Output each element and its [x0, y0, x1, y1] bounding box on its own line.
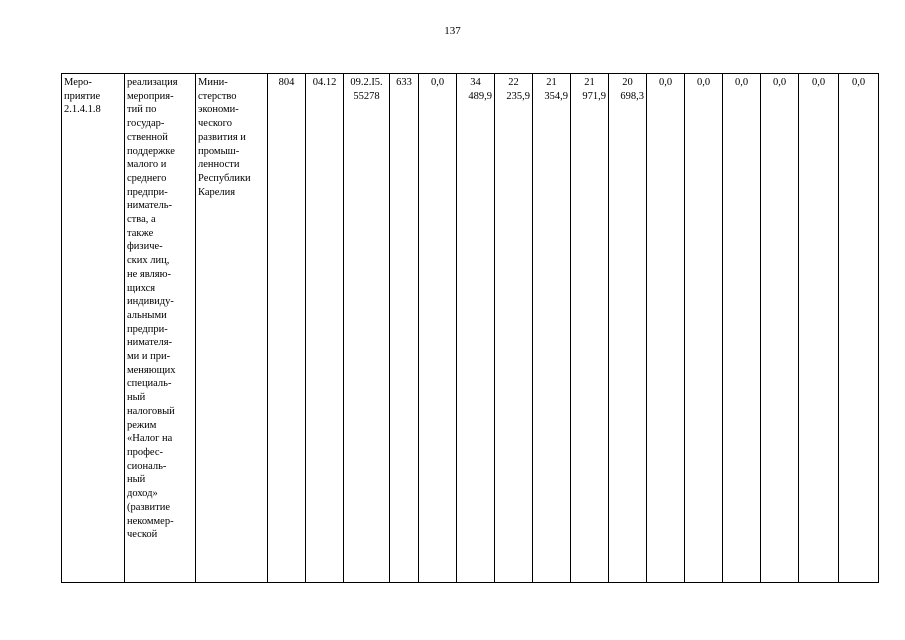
cell-line: Карелия: [198, 186, 236, 198]
cell-line: ми и при-: [127, 351, 171, 363]
cell-line: 698,3: [620, 90, 644, 102]
cell-value: [419, 74, 457, 583]
cell-line: «Налог на: [127, 433, 173, 445]
cell-value: [723, 74, 761, 583]
cell-value: [533, 74, 571, 583]
cell-line: экономи-: [198, 104, 239, 116]
cell-line: Меро-: [64, 77, 92, 88]
cell-line: 55278: [353, 90, 380, 102]
cell-line: (развитие: [127, 501, 170, 513]
cell-line: приятие: [64, 90, 101, 102]
cell-line: специаль-: [127, 378, 172, 390]
cell-line: среднего: [127, 172, 167, 184]
cell-line: тий по: [127, 104, 157, 116]
cell-line: ческой: [127, 529, 158, 541]
cell-type: [62, 74, 125, 583]
cell-line: 2.1.4.1.8: [64, 104, 101, 116]
cell-line: 22: [508, 77, 519, 88]
cell-line: реализация: [127, 77, 178, 88]
cell-value: [839, 74, 879, 583]
cell-line: 971,9: [582, 90, 606, 102]
cell-line: индивиду-: [127, 296, 174, 308]
cell-line: меняющих: [127, 364, 176, 376]
cell-line: предпри-: [127, 323, 168, 335]
cell-line: Республики: [198, 172, 251, 184]
cell-grbs: 804: [268, 74, 306, 583]
cell-value: [457, 74, 495, 583]
cell-line: 0,0: [658, 77, 673, 88]
cell-line: 354,9: [544, 90, 568, 102]
cell-line: налоговый: [127, 405, 175, 417]
cell-line: также: [127, 227, 154, 239]
cell-line: ственной: [127, 131, 168, 143]
cell-line: промыш-: [198, 145, 240, 157]
cell-line: 0,0: [734, 77, 749, 88]
cell-line: альными: [127, 309, 167, 321]
cell-line: нимателя-: [127, 337, 173, 349]
cell-line: ный: [127, 474, 146, 486]
cell-line: 0,0: [772, 77, 787, 88]
cell-line: доход»: [127, 488, 158, 500]
cell-line: 235,9: [506, 90, 530, 102]
cell-name: [125, 74, 196, 583]
cell-executor: [196, 74, 268, 583]
page-number: 137: [444, 25, 461, 37]
cell-line: ческого: [198, 118, 232, 130]
cell-line: предпри-: [127, 186, 168, 198]
cell-line: не являю-: [127, 268, 171, 280]
cell-line: стерство: [198, 90, 237, 102]
cell-line: сиональ-: [127, 460, 167, 472]
cell-line: ниматель-: [127, 200, 172, 212]
cell-line: 0,0: [851, 77, 866, 88]
table-row: [62, 74, 879, 583]
cell-line: 20: [622, 77, 633, 88]
cell-value: [609, 74, 647, 583]
cell-line: 21: [584, 77, 595, 88]
cell-line: режим: [127, 419, 157, 431]
cell-line: мероприя-: [127, 90, 174, 102]
cell-line: ских лиц,: [127, 255, 170, 267]
cell-line: 21: [546, 77, 557, 88]
cell-value: [495, 74, 533, 583]
cell-line: некоммер-: [127, 515, 174, 527]
cell-value: [761, 74, 799, 583]
cell-line: поддержке: [127, 145, 175, 157]
cell-line: 0,0: [430, 77, 445, 88]
cell-line: физиче-: [127, 241, 163, 253]
cell-csr: [344, 74, 390, 583]
cell-line: ства, а: [127, 214, 156, 226]
cell-value: [647, 74, 685, 583]
cell-value: [799, 74, 839, 583]
cell-line: 09.2.I5.: [350, 77, 383, 88]
cell-value: [685, 74, 723, 583]
cell-line: 34: [470, 77, 481, 88]
cell-line: 0,0: [696, 77, 711, 88]
cell-line: развития и: [198, 131, 246, 143]
cell-rzpr: 04.12: [306, 74, 344, 583]
cell-line: государ-: [127, 118, 165, 130]
cell-vr: 633: [390, 74, 419, 583]
cell-value: [571, 74, 609, 583]
cell-line: 0,0: [811, 77, 826, 88]
cell-line: малого и: [127, 159, 167, 171]
cell-line: ный: [127, 392, 146, 404]
cell-line: ленности: [198, 159, 240, 171]
budget-table: [61, 73, 879, 583]
cell-line: щихся: [127, 282, 156, 294]
cell-line: Мини-: [198, 77, 228, 88]
cell-line: 489,9: [468, 90, 492, 102]
cell-line: профес-: [127, 446, 164, 458]
